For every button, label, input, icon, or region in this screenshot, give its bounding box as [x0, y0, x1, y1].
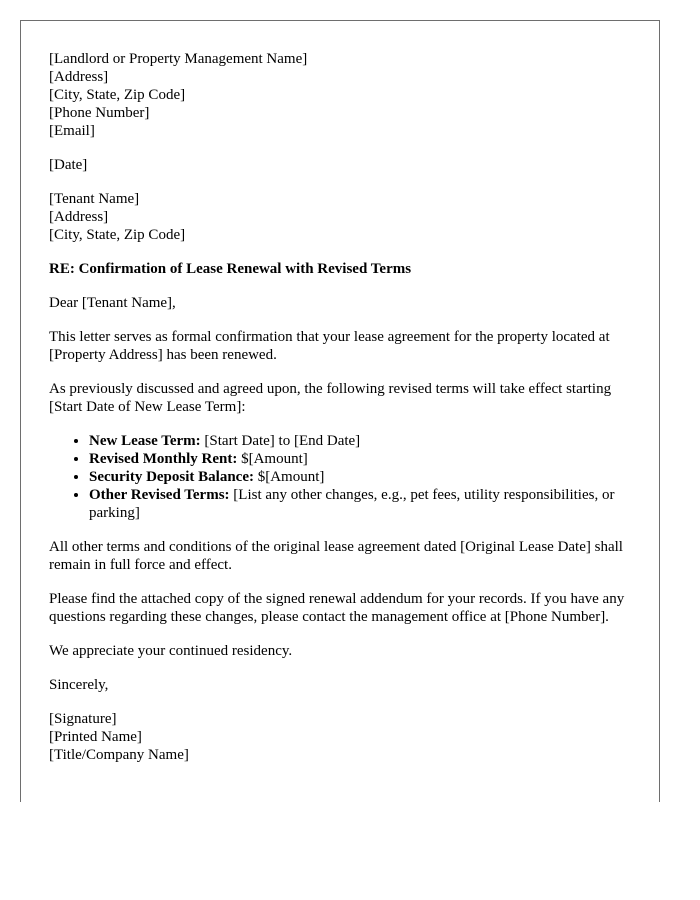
sender-email: [Email] [49, 123, 95, 139]
recipient-address: [Address] [49, 209, 109, 225]
letter-date: [Date] [49, 157, 88, 173]
recipient-city-state-zip: [City, State, Zip Code] [49, 227, 186, 243]
recipient-block [49, 190, 639, 244]
signature: [Signature] [49, 711, 117, 727]
closing-paragraph-3: We appreciate your continued residency. [49, 643, 293, 659]
term-item-security-deposit [89, 468, 639, 486]
sender-address: [Address] [49, 69, 109, 85]
closing-paragraph-1: All other terms and conditions of the original lease agreement dated [Original Lease Date] shall remain in full force and effect. [49, 539, 623, 573]
recipient-name: [Tenant Name] [49, 191, 140, 207]
signature-block [49, 710, 639, 764]
term-value: [Start Date] to [End Date] [200, 433, 361, 449]
letter-content [49, 50, 639, 780]
term-label: Other Revised Terms: [89, 487, 230, 503]
term-label: Security Deposit Balance: [89, 469, 254, 485]
term-item-lease-term [89, 432, 639, 450]
body-paragraph-2: As previously discussed and agreed upon, the following revised terms will take effect starting [Start Date of New Lease Term]: [49, 381, 612, 415]
printed-name: [Printed Name] [49, 729, 142, 745]
term-label: Revised Monthly Rent: [89, 451, 238, 467]
term-item-other-terms [89, 486, 639, 522]
sender-block [49, 50, 639, 140]
term-label: New Lease Term: [89, 433, 201, 449]
term-value: [List any other changes, e.g., pet fees, utility responsibilities, or parking] [89, 487, 615, 521]
salutation: Dear [Tenant Name], [49, 295, 176, 311]
sender-name: [Landlord or Property Management Name] [49, 51, 308, 67]
term-item-monthly-rent [89, 450, 639, 468]
term-value: $[Amount] [237, 451, 308, 467]
title-company: [Title/Company Name] [49, 747, 189, 763]
signoff: Sincerely, [49, 677, 109, 693]
sender-city-state-zip: [City, State, Zip Code] [49, 87, 186, 103]
letter-page [20, 20, 660, 802]
term-value: $[Amount] [253, 469, 325, 485]
sender-phone: [Phone Number] [49, 105, 150, 121]
revised-terms-list [49, 432, 639, 522]
subject-line: RE: Confirmation of Lease Renewal with Revised Terms [49, 261, 412, 277]
body-paragraph-1: This letter serves as formal confirmation that your lease agreement for the property located at [Property Address] has been renewed. [49, 329, 610, 363]
closing-paragraph-2: Please find the attached copy of the signed renewal addendum for your records. If you have any questions regarding these changes, please contact the management office at [Phone Number]. [49, 591, 625, 625]
